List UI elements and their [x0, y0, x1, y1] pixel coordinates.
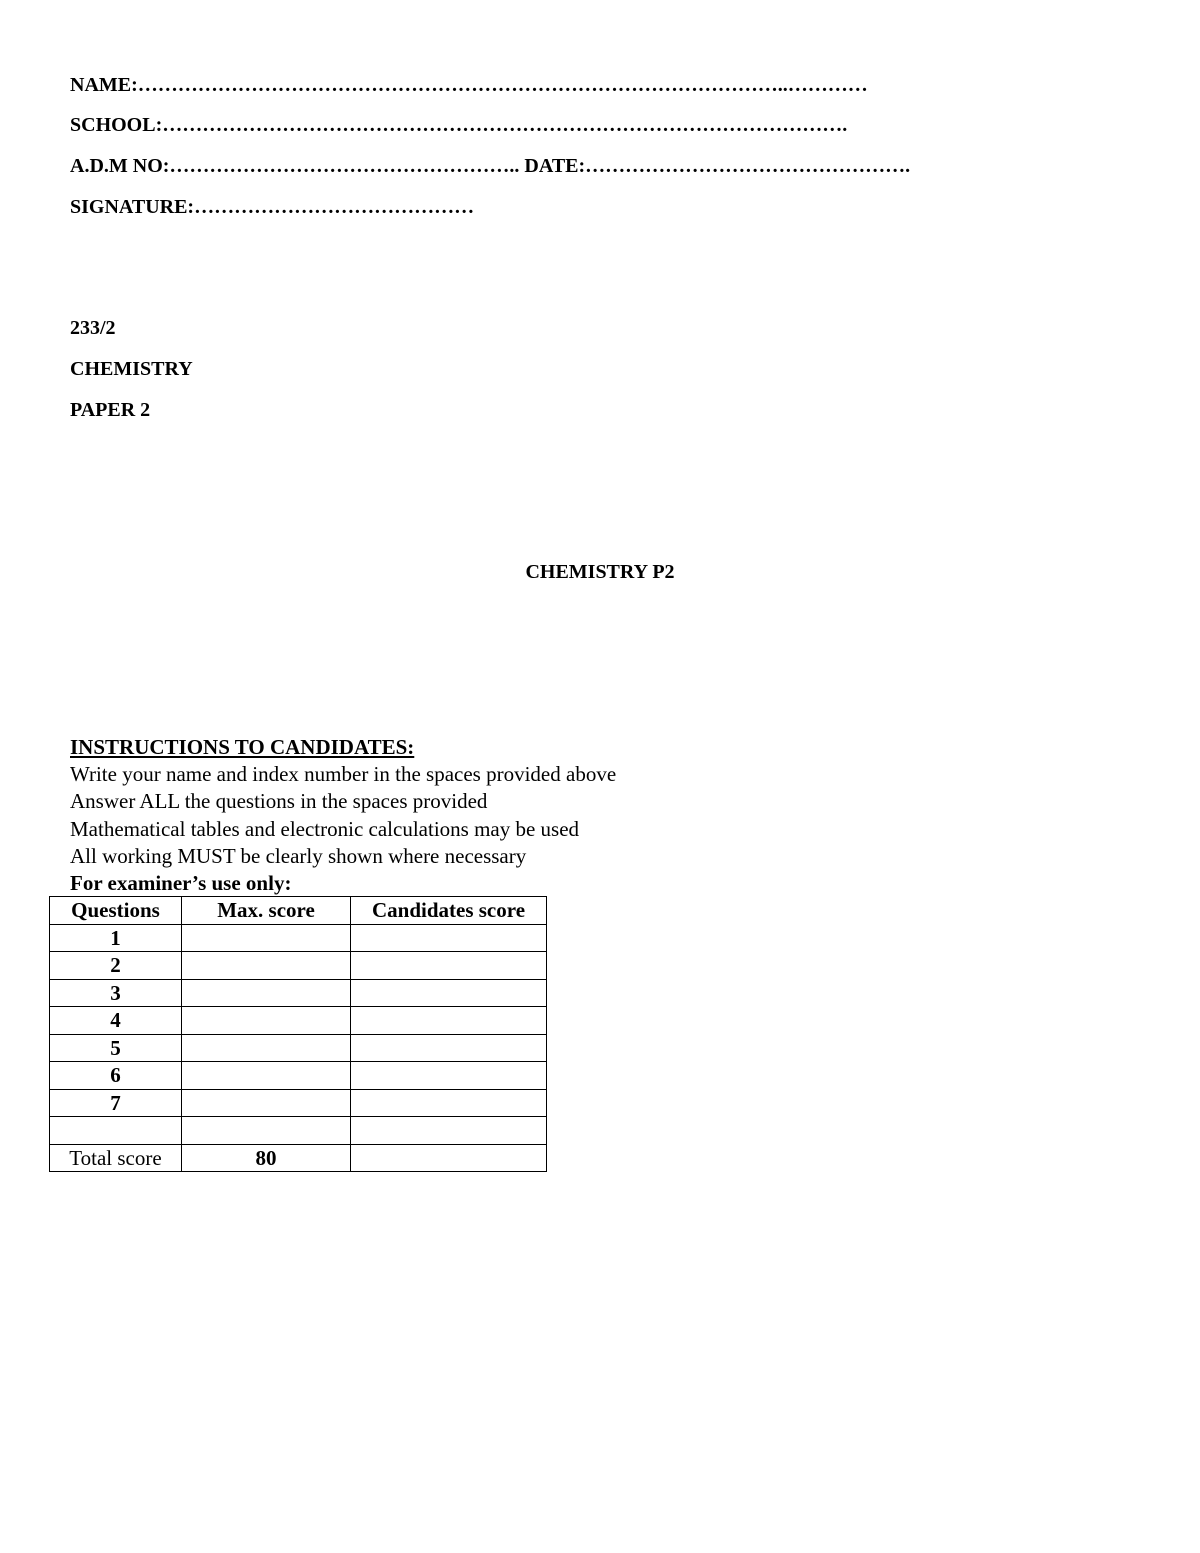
table-row: [50, 1089, 547, 1117]
max-score-cell: [182, 1007, 351, 1035]
candidate-score-cell[interactable]: [351, 1034, 547, 1062]
question-number: 7: [50, 1089, 182, 1117]
total-candidate-score[interactable]: [351, 1144, 547, 1172]
candidate-score-cell[interactable]: [351, 979, 547, 1007]
signature-field-line[interactable]: SIGNATURE:……………………………………: [70, 196, 475, 218]
candidate-score-cell[interactable]: [351, 1007, 547, 1035]
question-number: [50, 1117, 182, 1145]
page-title: CHEMISTRY P2: [525, 561, 675, 583]
table-row: [50, 979, 547, 1007]
question-number: 4: [50, 1007, 182, 1035]
score-table: [49, 896, 547, 1172]
total-max-score: 80: [182, 1144, 351, 1172]
paper-number: PAPER 2: [70, 399, 151, 421]
header-max-score: Max. score: [182, 897, 351, 925]
table-row: [50, 1117, 547, 1145]
question-number: 6: [50, 1062, 182, 1090]
total-row: [50, 1144, 547, 1172]
paper-code: 233/2: [70, 317, 116, 339]
max-score-cell: [182, 1089, 351, 1117]
max-score-cell: [182, 924, 351, 952]
max-score-cell: [182, 952, 351, 980]
instruction-item: Mathematical tables and electronic calculations may be used: [70, 817, 580, 841]
question-number: 1: [50, 924, 182, 952]
subject-name: CHEMISTRY: [70, 358, 193, 380]
examiner-use-label: For examiner’s use only:: [70, 871, 292, 895]
header-candidates-score: Candidates score: [351, 897, 547, 925]
max-score-cell: [182, 1034, 351, 1062]
table-row: [50, 924, 547, 952]
candidate-score-cell[interactable]: [351, 1089, 547, 1117]
name-field-line[interactable]: NAME:……………………………………………………………………………………..…………: [70, 74, 868, 96]
question-number: 2: [50, 952, 182, 980]
header-questions: Questions: [50, 897, 182, 925]
instruction-item: Answer ALL the questions in the spaces provided: [70, 789, 488, 813]
instructions-heading: INSTRUCTIONS TO CANDIDATES:: [70, 735, 415, 759]
table-row: [50, 1062, 547, 1090]
max-score-cell: [182, 1062, 351, 1090]
adm-date-field-line[interactable]: A.D.M NO:…………………………………………….. DATE:………………………………………….: [70, 155, 911, 177]
max-score-cell: [182, 1117, 351, 1145]
table-header-row: [50, 897, 547, 925]
question-number: 3: [50, 979, 182, 1007]
table-row: [50, 1007, 547, 1035]
candidate-score-cell[interactable]: [351, 924, 547, 952]
instruction-item: Write your name and index number in the spaces provided above: [70, 762, 617, 786]
table-row: [50, 952, 547, 980]
question-number: 5: [50, 1034, 182, 1062]
max-score-cell: [182, 979, 351, 1007]
instruction-item: All working MUST be clearly shown where necessary: [70, 844, 527, 868]
table-row: [50, 1034, 547, 1062]
candidate-score-cell[interactable]: [351, 1062, 547, 1090]
candidate-score-cell[interactable]: [351, 952, 547, 980]
total-score-label: Total score: [50, 1144, 182, 1172]
school-field-line[interactable]: SCHOOL:………………………………………………………………………………………….: [70, 114, 848, 136]
candidate-score-cell[interactable]: [351, 1117, 547, 1145]
